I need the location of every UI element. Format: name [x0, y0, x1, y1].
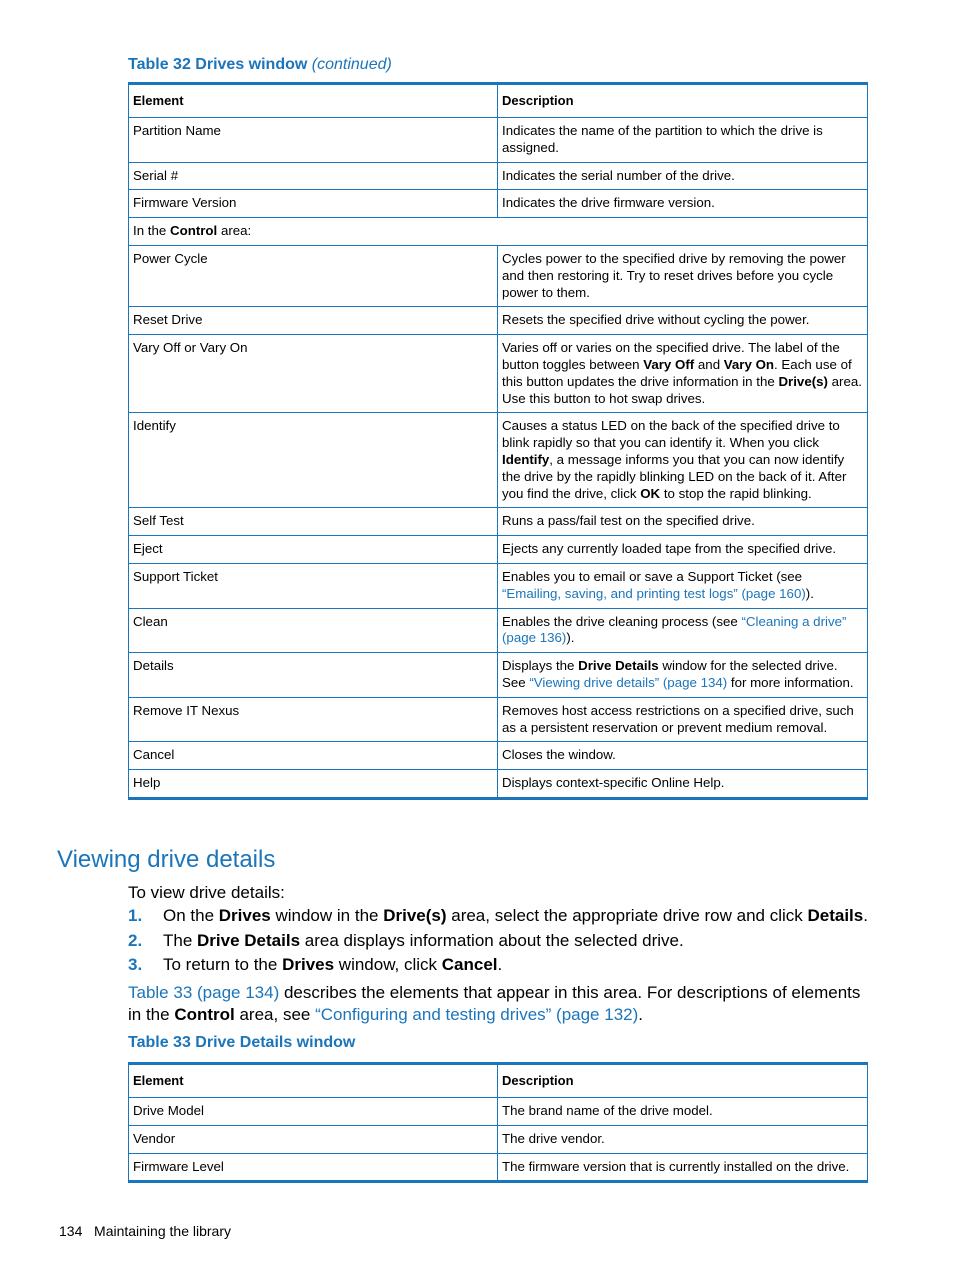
table-header-row [129, 1064, 868, 1098]
section-heading: Viewing drive details [57, 846, 276, 873]
link-configuring-testing-drives[interactable]: “Configuring and testing drives” (page 132) [315, 1005, 639, 1024]
header-description: Description [498, 1064, 868, 1098]
table-row: Firmware Version Indicates the drive firmware version. [129, 190, 868, 218]
table-row: Identify Causes a status LED on the back of the specified drive to blink rapidly so that you can identify it. When you click Identify, a message informs you that you can now identify the drive by the rapidly blinking LED on the back of it. After you find the drive, click OK to stop the rapid blinking. [129, 413, 868, 508]
description-paragraph: Table 33 (page 134) describes the elements that appear in this area. For descriptions of elements in the Control area, see “Configuring and testing drives” (page 132). [128, 983, 861, 1024]
header-element: Element [129, 1064, 498, 1098]
table-32-caption: Table 32 Drives window (continued) [128, 56, 392, 73]
table-section-row: In the Control area: [129, 218, 868, 246]
link-table-33[interactable]: Table 33 (page 134) [128, 983, 280, 1002]
table-row: Support Ticket Enables you to email or save a Support Ticket (see “Emailing, saving, and printing test logs” (page 160)). [129, 563, 868, 608]
header-description: Description [498, 84, 868, 118]
footer-section: Maintaining the library [94, 1223, 231, 1239]
table-row: Vendor The drive vendor. [129, 1125, 868, 1153]
link-emailing-test-logs[interactable]: “Emailing, saving, and printing test logs” (page 160) [502, 585, 806, 601]
header-element: Element [129, 84, 498, 118]
table-row: Remove IT Nexus Removes host access restrictions on a specified drive, such as a persistent reservation or prevent medium removal. [129, 697, 868, 742]
step-3: 3. To return to the Drives window, click Cancel. [128, 955, 503, 974]
link-cleaning-a-drive[interactable]: “Cleaning a drive” (page 136) [502, 613, 847, 646]
drive-details-table [128, 1062, 868, 1183]
step-2: 2. The Drive Details area displays information about the selected drive. [128, 931, 684, 950]
table-row: Help Displays context-specific Online Help. [129, 770, 868, 799]
table-row: Eject Ejects any currently loaded tape from the specified drive. [129, 536, 868, 564]
table-row: Self Test Runs a pass/fail test on the specified drive. [129, 508, 868, 536]
table-row: Drive Model The brand name of the drive model. [129, 1098, 868, 1126]
table-row: Reset Drive Resets the specified drive without cycling the power. [129, 307, 868, 335]
intro-text: To view drive details: [128, 883, 285, 902]
table-row: Clean Enables the drive cleaning process (see “Cleaning a drive” (page 136)). [129, 608, 868, 653]
table-33-caption: Table 33 Drive Details window [128, 1034, 356, 1051]
page-footer [59, 1223, 231, 1239]
link-viewing-drive-details[interactable]: “Viewing drive details” (page 134) [529, 674, 728, 690]
table-row: Power Cycle Cycles power to the specified drive by removing the power and then restoring it. Try to reset drives before you cycle power to them. [129, 245, 868, 306]
drives-window-table [128, 82, 868, 800]
page-number: 134 [59, 1223, 83, 1239]
table-header-row [129, 84, 868, 118]
table-row: Serial # Indicates the serial number of the drive. [129, 162, 868, 190]
step-1: 1. On the Drives window in the Drive(s) area, select the appropriate drive row and click Details. [128, 906, 868, 925]
table-row: Firmware Level The firmware version that is currently installed on the drive. [129, 1153, 868, 1182]
table-row: Vary Off or Vary On Varies off or varies on the specified drive. The label of the button toggles between Vary Off and Vary On. Each use of this button updates the drive information in the Drive(s) area. Use this button to hot swap drives. [129, 335, 868, 413]
table-row: Cancel Closes the window. [129, 742, 868, 770]
table-row: Partition Name Indicates the name of the partition to which the drive is assigned. [129, 118, 868, 163]
table-row: Details Displays the Drive Details window for the selected drive. See “Viewing drive details” (page 134) for more information. [129, 653, 868, 698]
